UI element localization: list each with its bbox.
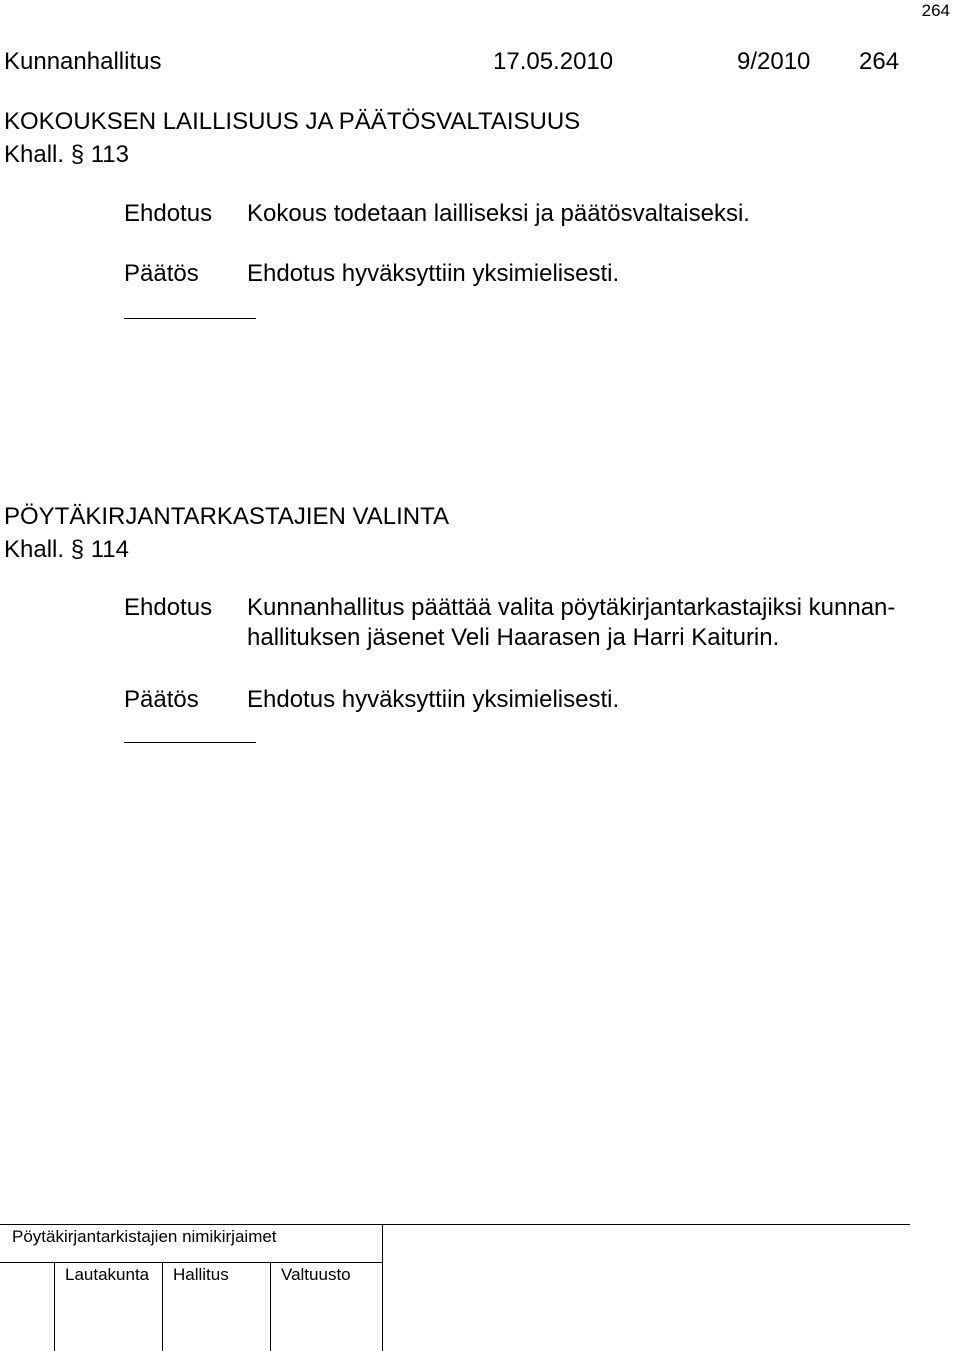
footer-initials-label: Pöytäkirjantarkistajien nimikirjaimet xyxy=(12,1227,277,1246)
section-114-ref: Khall. § 114 xyxy=(4,536,129,563)
section-114-proposal-label: Ehdotus xyxy=(124,594,213,621)
footer-column-lautakunta: Lautakunta xyxy=(65,1265,150,1284)
footer-column-valtuusto: Valtuusto xyxy=(281,1265,351,1284)
header-body: Kunnanhallitus xyxy=(4,48,162,75)
section-114-end-rule xyxy=(124,742,256,743)
footer-divider-vertical xyxy=(382,1224,383,1262)
header-page: 264 xyxy=(859,48,900,75)
section-114-proposal-line1: Kunnanhallitus päättää valita pöytäkirjantarkastajiksi kunnan- xyxy=(247,594,896,621)
footer-col-divider-4 xyxy=(382,1262,383,1351)
page-number-corner: 264 xyxy=(921,1,950,20)
section-113-title: KOKOUKSEN LAILLISUUS JA PÄÄTÖSVALTAISUUS xyxy=(4,108,581,135)
section-114-decision-label: Päätös xyxy=(124,686,199,713)
footer-column-hallitus: Hallitus xyxy=(173,1265,229,1284)
footer-col-divider-2 xyxy=(162,1262,163,1351)
section-114-decision-text: Ehdotus hyväksyttiin yksimielisesti. xyxy=(247,686,620,713)
section-114-title: PÖYTÄKIRJANTARKASTAJIEN VALINTA xyxy=(4,503,449,530)
footer-col-divider-1 xyxy=(54,1262,55,1351)
section-113-decision-label: Päätös xyxy=(124,260,199,287)
section-113-proposal-text: Kokous todetaan lailliseksi ja päätösvaltaiseksi. xyxy=(247,200,750,227)
footer-top-rule xyxy=(0,1224,910,1225)
section-113-decision-text: Ehdotus hyväksyttiin yksimielisesti. xyxy=(247,260,620,287)
section-114-proposal-line2: hallituksen jäsenet Veli Haarasen ja Harri Kaiturin. xyxy=(247,624,780,651)
header-date: 17.05.2010 xyxy=(493,48,614,75)
footer-mid-rule xyxy=(0,1262,383,1263)
section-113-ref: Khall. § 113 xyxy=(4,141,129,168)
footer-col-divider-3 xyxy=(270,1262,271,1351)
header-meeting: 9/2010 xyxy=(737,48,811,75)
section-113-proposal-label: Ehdotus xyxy=(124,200,213,227)
section-113-end-rule xyxy=(124,318,256,319)
